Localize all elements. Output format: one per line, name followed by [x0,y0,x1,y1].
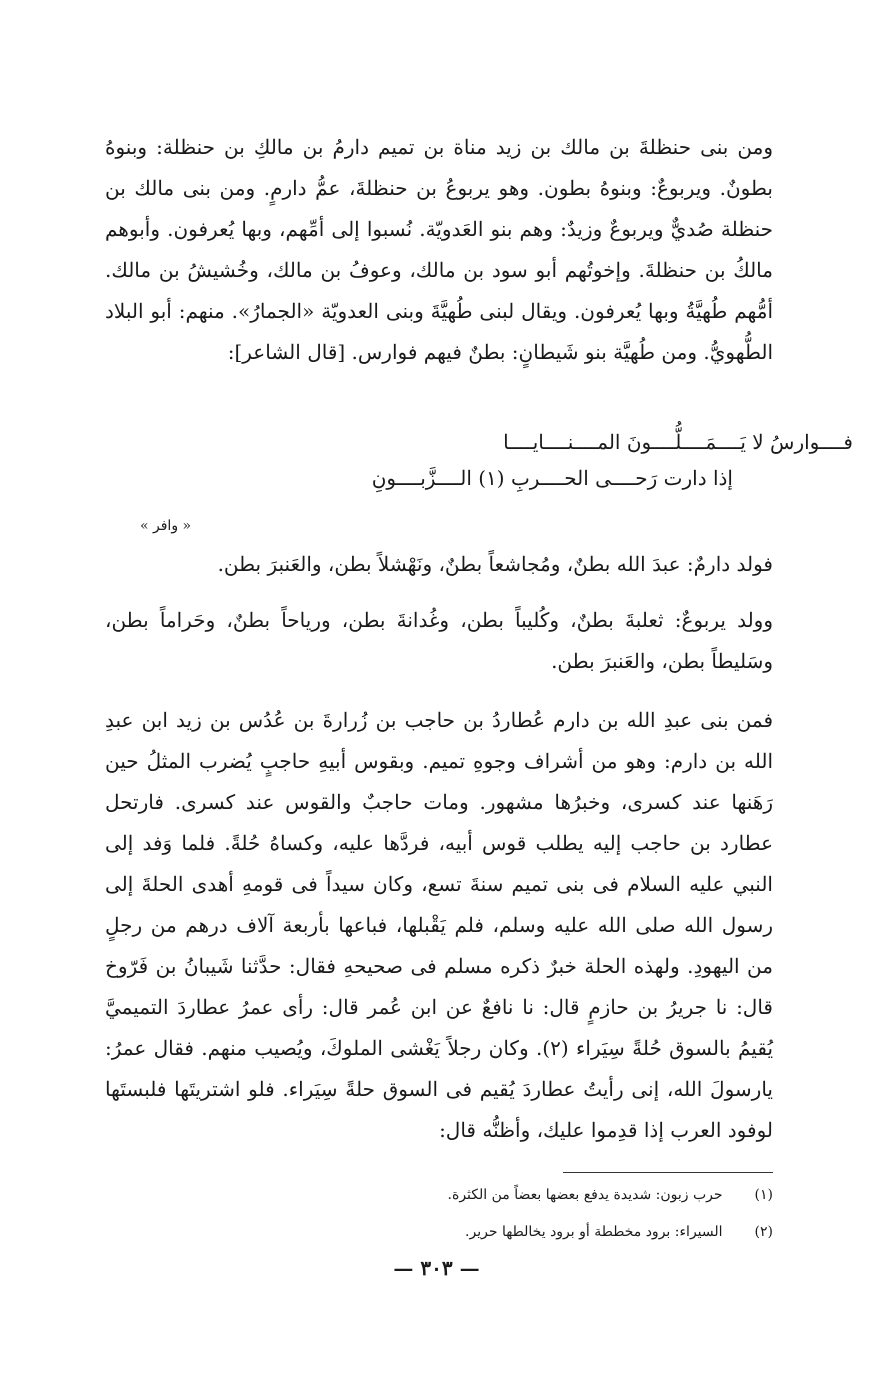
footnote-number: (٢) [754,1224,773,1240]
poem-line-1: فــــوارسُ لا يَــــمَــــلُّــــونَ المــــنــــايــــا [503,430,853,454]
footnote-text: السيراء: برود مخططة أو برود يخالطها حرير. [465,1224,723,1240]
poem-line-2: إذا دارت رَحــــى الحــــربِ (١) الــــزَّبــــونِ [371,466,733,490]
footnote-text: حرب زبون: شديدة يدفع بعضها بعضاً من الكثرة. [447,1187,723,1203]
footnote-1 [253,1184,773,1206]
paragraph-yarbu-sons [105,600,773,682]
paragraph-darim-sons [105,544,773,585]
footnote-2 [253,1221,773,1243]
poem-meter: « وافر » [140,518,192,534]
paragraph-text: ومن بنى حنظلةَ بن مالك بن زيد مناة بن تميم دارمُ بن مالكِ بن حنظلة: وبنوهُ بطونٌ. ويربوعٌ: وبنوهُ بطون. وهو يربوعُ بن حنظلةَ، عمُّ دارمٍ. ومن بنى مالك بن حنظلة صُديٌّ ويربوعٌ وزيدٌ: وهم بنو العَدويّة. نُسبوا إلى أمِّهم، وبها يُعرفون. وأبوهم مالكُ بن حنظلةَ. وإخوتُهم أبو سود بن مالك، وعوفُ بن مالك، وخُشيشُ بن مالك. أمُّهم طُهيَّةُ وبها يُعرفون. ويقال لبنى طُهيَّةَ وبنى العدويّة «الجمارُ». منهم: أبو البلاد الطُّهويُّ. ومن طُهيَّة بنو شَيطانٍ: بطنٌ فيهم فوارس. [قال الشاعر]: [105,135,773,364]
footnote-divider [563,1172,773,1173]
footnote-number: (١) [754,1187,773,1203]
paragraph-text: وولد يربوعٌ: ثعلبةَ بطنٌ، وكُليباً بطن، وغُدانةَ بطن، ورياحاً بطنٌ، وحَراماً بطن، وسَليطاً بطن، والعَنبرَ بطن. [105,608,773,673]
page-number: — ٣٠٣ — [393,1256,480,1280]
paragraph-hanzala-lineage [105,127,773,373]
paragraph-text: فمن بنى عبدِ الله بن دارم عُطاردُ بن حاجب بن زُرارةَ بن عُدُس بن زيد ابن عبدِ الله بن دارم: وهو من أشراف وجوهِ تميم. وبقوس أبيهِ حاجبٍ يُضرب المثلُ حين رَهَنها عند كسرى، وخبرُها مشهور. ومات حاجبٌ والقوس عند كسرى. فارتحل عطارد بن حاجب إليه يطلب قوس أبيه، فردَّها عليه، وكساهُ حُلةً. فلما وَفد إلى النبي عليه السلام فى بنى تميم سنةَ تسع، وكان سيداً فى قومهِ أهدى الحلةَ إلى رسول الله صلى الله عليه وسلم، فلم يَقْبلها، فباعها بأربعة آلاف درهم من رجلٍ من اليهودِ. ولهذه الحلة خبرٌ ذكره مسلم فى صحيحهِ فقال: حدَّثنا شَيبانُ بن فَرّوخ قال: نا جريرُ بن حازمٍ قال: نا نافعٌ عن ابن عُمر قال: رأى عمرُ عطاردَ التميميَّ يُقيمُ بالسوق حُلةً سِيَراء (٢). وكان رجلاً يَغْشى الملوكَ، ويُصيب منهم. فقال عمرُ: يارسولَ الله، إنى رأيتُ عطاردَ يُقيم فى السوق حلةً سِيَراء. فلو اشتريتَها فلبستَها لوفود العرب إذا قدِموا عليك، وأظنُّه قال: [105,708,774,1142]
paragraph-utarid [105,700,773,1151]
paragraph-text: فولد دارمٌ: عبدَ الله بطنٌ، ومُجاشعاً بطنٌ، ونَهْشلاً بطن، والعَنبرَ بطن. [217,552,773,576]
